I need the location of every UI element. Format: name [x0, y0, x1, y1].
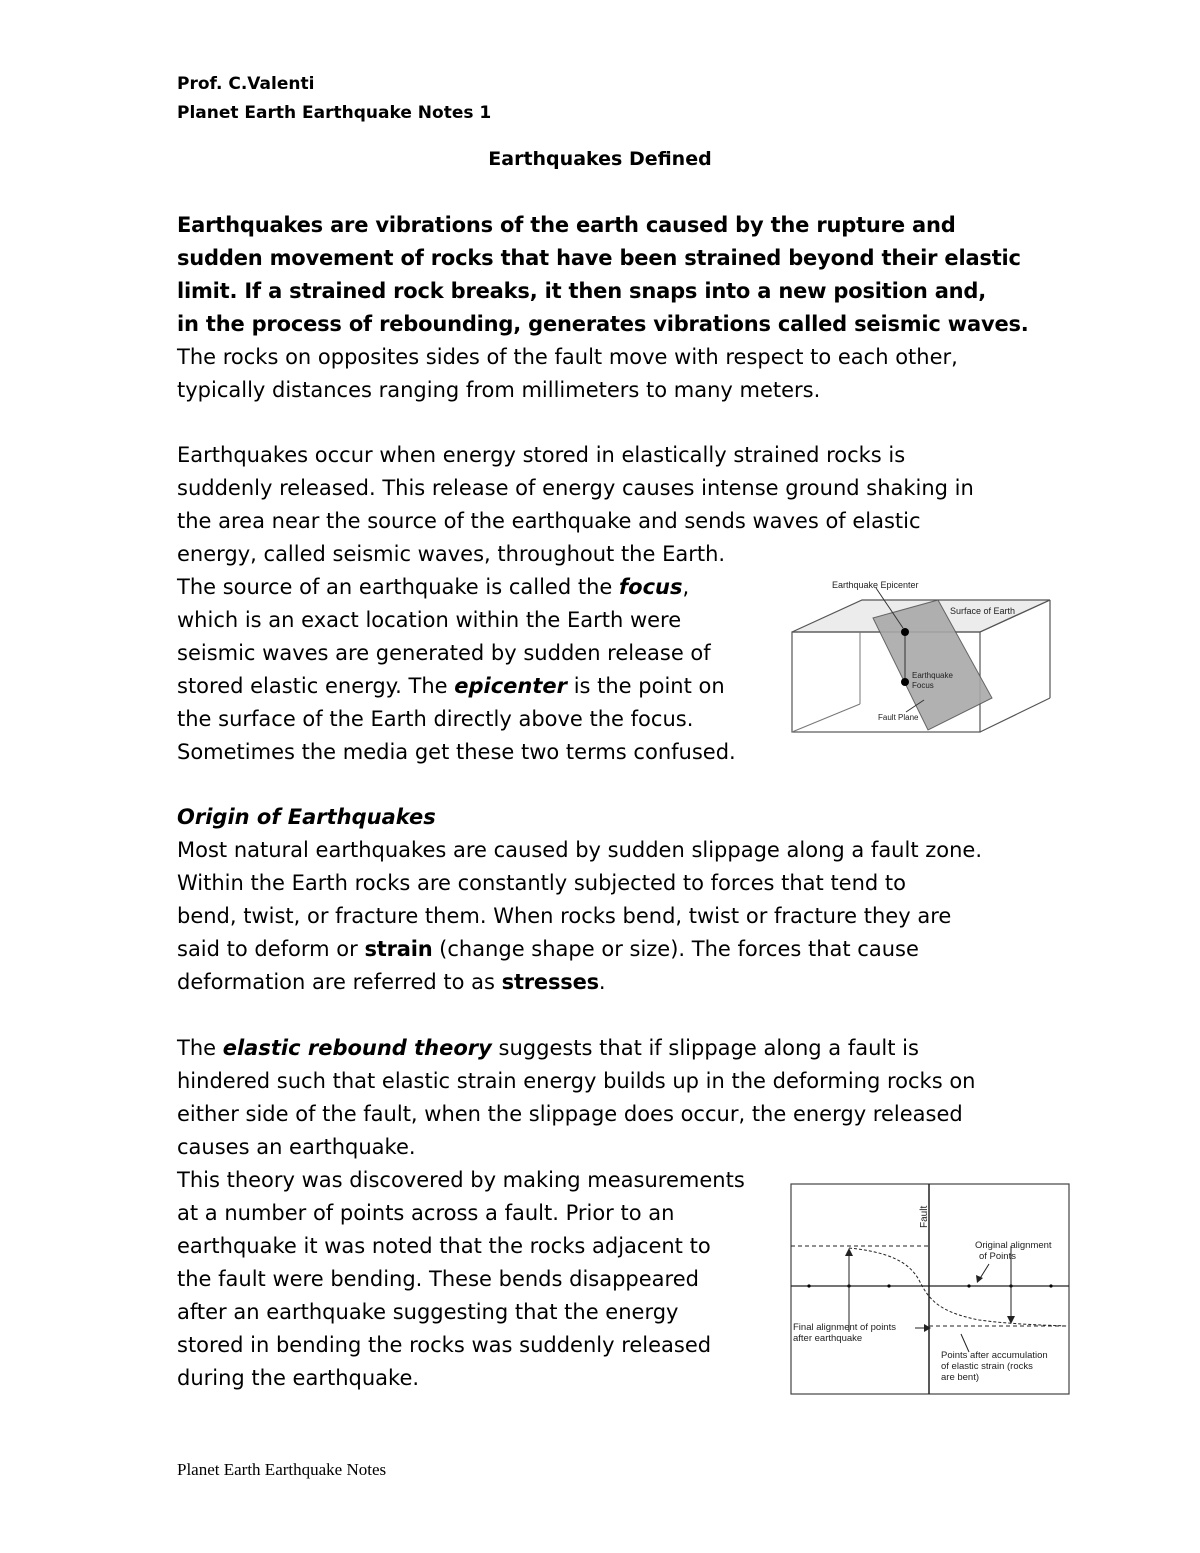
p4-line-6: at a number of points across a fault. Prior to an	[177, 1201, 675, 1225]
point-marker	[967, 1284, 970, 1287]
text-run: The	[177, 1036, 223, 1060]
p4-line-7: earthquake it was noted that the rocks adjacent to	[177, 1234, 711, 1258]
p4-line-8: the fault were bending. These bends disappeared	[177, 1267, 699, 1291]
focus-label-1: Earthquake	[912, 671, 953, 680]
term-elastic-rebound: elastic rebound theory	[222, 1036, 492, 1060]
term-strain: strain	[364, 937, 433, 961]
point-marker	[1049, 1284, 1052, 1287]
page-footer: Planet Earth Earthquake Notes	[177, 1460, 387, 1479]
p2-line-5	[177, 571, 689, 604]
origin-line-3: bend, twist, or fracture them. When rocks bend, twist or fracture they are	[177, 904, 952, 928]
box-inner-edge	[792, 704, 860, 732]
text-run: suggests that if slippage along a fault is	[491, 1036, 919, 1060]
p1-line-4: in the process of rebounding, generates vibrations called seismic waves.	[177, 312, 1029, 336]
epicenter-focus-diagram	[788, 574, 1054, 736]
points-label-2: of elastic strain (rocks	[941, 1361, 1033, 1372]
origin-line-1: Most natural earthquakes are caused by sudden slippage along a fault zone.	[177, 838, 983, 862]
origin-line-4	[177, 933, 919, 966]
fault-plane-label: Fault Plane	[878, 713, 919, 722]
origin-line-2: Within the Earth rocks are constantly subjected to forces that tend to	[177, 871, 907, 895]
p2-line-9: the surface of the Earth directly above the focus.	[177, 707, 694, 731]
p4-line-5: This theory was discovered by making measurements	[177, 1168, 745, 1192]
focus-label-2: Focus	[912, 681, 934, 690]
p2-line-4: energy, called seismic waves, throughout the Earth.	[177, 542, 726, 566]
points-label-3: are bent)	[941, 1372, 980, 1383]
p2-line-7: seismic waves are generated by sudden release of	[177, 641, 711, 665]
origin-line-5	[177, 966, 606, 999]
text-run: deformation are referred to as	[177, 970, 502, 994]
text-run: The source of an earthquake is called the	[177, 575, 619, 599]
original-label-1: Original alignment	[975, 1240, 1052, 1251]
box-edge	[980, 698, 1050, 732]
course-line: Planet Earth Earthquake Notes 1	[177, 103, 492, 123]
final-label-1: Final alignment of points	[793, 1322, 896, 1333]
term-epicenter: epicenter	[454, 674, 568, 698]
term-focus: focus	[619, 575, 683, 599]
origin-heading: Origin of Earthquakes	[177, 805, 436, 829]
p2-line-3: the area near the source of the earthquake and sends waves of elastic	[177, 509, 921, 533]
p2-line-1: Earthquakes occur when energy stored in elastically strained rocks is	[177, 443, 906, 467]
p1-line-6: typically distances ranging from millimeters to many meters.	[177, 378, 821, 402]
p4-line-4: causes an earthquake.	[177, 1135, 416, 1159]
p4-line-10: stored in bending the rocks was suddenly released	[177, 1333, 712, 1357]
p2-line-8	[177, 670, 725, 703]
p1-line-3: limit. If a strained rock breaks, it then snaps into a new position and,	[177, 279, 987, 303]
p2-line-2: suddenly released. This release of energy causes intense ground shaking in	[177, 476, 974, 500]
p4-line-9: after an earthquake suggesting that the energy	[177, 1300, 679, 1324]
final-label-2: after earthquake	[793, 1333, 863, 1344]
p2-line-6: which is an exact location within the Earth were	[177, 608, 682, 632]
text-run: stored elastic energy. The	[177, 674, 455, 698]
term-stresses: stresses	[501, 970, 599, 994]
text-run: .	[598, 970, 606, 994]
surface-label: Surface of Earth	[950, 606, 1016, 616]
page-title: Earthquakes Defined	[488, 148, 712, 170]
focus-dot	[901, 678, 909, 686]
fault-label: Fault	[919, 1205, 930, 1228]
text-run: (change shape or size). The forces that cause	[432, 937, 919, 961]
author-line: Prof. C.Valenti	[177, 74, 315, 94]
p4-line-3: either side of the fault, when the slippage does occur, the energy released	[177, 1102, 963, 1126]
epicenter-label: Earthquake Epicenter	[832, 580, 919, 590]
points-label-1: Points after accumulation	[941, 1350, 1048, 1361]
point-marker	[887, 1284, 890, 1287]
p2-line-10: Sometimes the media get these two terms confused.	[177, 740, 736, 764]
text-run: ,	[682, 575, 690, 599]
elastic-rebound-diagram	[789, 1182, 1073, 1396]
text-run: said to deform or	[177, 937, 365, 961]
point-marker	[807, 1284, 810, 1287]
p4-line-2: hindered such that elastic strain energy builds up in the deforming rocks on	[177, 1069, 976, 1093]
p1-line-1: Earthquakes are vibrations of the earth caused by the rupture and	[177, 213, 956, 237]
p4-line-1	[177, 1032, 919, 1065]
epicenter-dot	[901, 628, 909, 636]
p4-line-11: during the earthquake.	[177, 1366, 420, 1390]
text-run: is the point on	[567, 674, 725, 698]
p1-line-2: sudden movement of rocks that have been strained beyond their elastic	[177, 246, 1021, 270]
original-label-2: of Points	[979, 1251, 1016, 1262]
p1-line-5: The rocks on opposites sides of the fault move with respect to each other,	[177, 345, 958, 369]
